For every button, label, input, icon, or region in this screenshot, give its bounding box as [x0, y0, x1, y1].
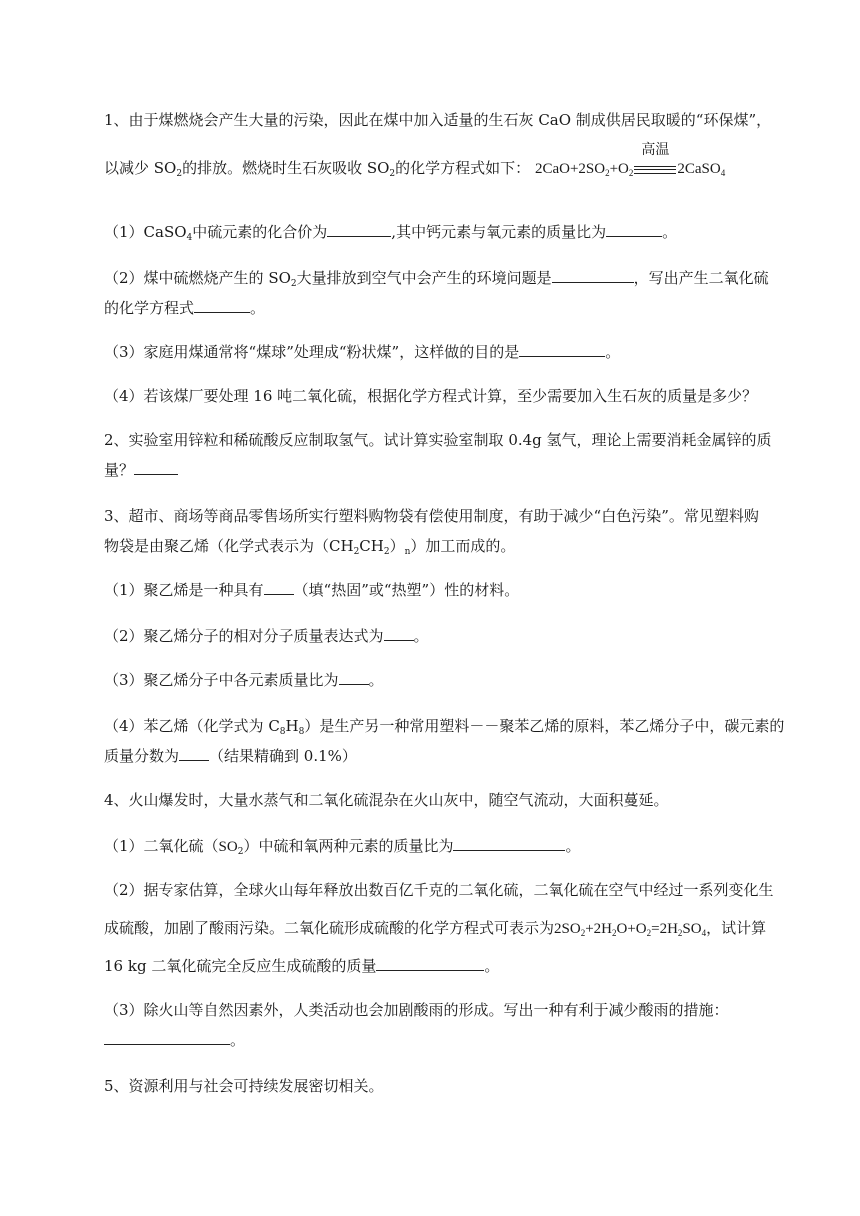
text: SO — [218, 839, 238, 855]
text: ）加工而成的。 — [410, 537, 516, 555]
q2-line1: 2、实验室用锌粒和稀硫酸反应制取氢气。试计算实验室制取 0.4g 氢气，理论上需要消耗金属锌的质 — [104, 431, 772, 449]
sub: 2 — [176, 169, 183, 179]
q5-line1: 5、资源利用与社会可持续发展密切相关。 — [104, 1077, 384, 1095]
reaction-condition — [634, 143, 676, 179]
q1-line2-a: 以减少 SO — [104, 159, 177, 177]
sub: 4 — [186, 233, 193, 243]
text: CH — [359, 537, 384, 555]
q1-part4: （4）若该煤厂要处理 16 吨二氧化硫，根据化学方程式计算，至少需要加入生石灰的质量是多少？ — [104, 387, 758, 405]
q1-part1 — [104, 222, 677, 242]
eq-right: 2CaSO — [677, 161, 721, 177]
sub: 2 — [605, 168, 610, 178]
text: +2H — [585, 921, 612, 937]
text: 。 — [565, 837, 581, 855]
q3-part2 — [104, 626, 429, 646]
sub: 2 — [290, 279, 297, 289]
answer-blank[interactable] — [264, 580, 294, 595]
q3-line1: 3、超市、商场等商品零售场所实行塑料购物袋有偿使用制度，有助于减少“白色污染”。常见塑料购 — [104, 507, 759, 525]
text: H — [285, 717, 299, 735]
text: 量？ — [104, 461, 135, 479]
text: 成硫酸，加剧了酸雨污染。二氧化硫形成硫酸的化学方程式可表示为 — [104, 919, 555, 937]
q1-line1: 1、由于煤燃烧会产生大量的污染，因此在煤中加入适量的生石灰 CaO 制成供居民取暖的“环保煤”， — [104, 111, 772, 129]
sub: 2 — [646, 928, 652, 938]
text: 大量排放到空气中会产生的环境问题是 — [296, 269, 552, 287]
answer-blank[interactable] — [134, 460, 178, 475]
text: 。 — [605, 343, 621, 361]
text: 。 — [250, 299, 266, 317]
sub: 2 — [389, 169, 396, 179]
text: ,其中钙元素与氧元素的质量比为 — [391, 223, 607, 241]
text: ，写出产生二氧化硫 — [633, 269, 769, 287]
text: ） — [389, 537, 405, 555]
text: 。 — [230, 1031, 246, 1049]
text: （3）家庭用煤通常将“煤球”处理成“粉状煤”，这样做的目的是 — [104, 343, 520, 361]
sub: 2 — [353, 547, 360, 557]
eq-left: 2CaO+2SO — [534, 161, 606, 177]
condition-label: 高温 — [641, 143, 670, 158]
answer-blank[interactable] — [194, 298, 250, 313]
text: 。 — [413, 627, 429, 645]
sub: 2 — [237, 847, 244, 857]
answer-blank[interactable] — [384, 626, 414, 641]
text: （结果精确到 0.1%） — [209, 747, 357, 765]
text: 质量分数为 — [104, 747, 180, 765]
q4-line1: 4、火山爆发时，大量水蒸气和二氧化硫混杂在火山灰中，随空气流动，大面积蔓延。 — [104, 791, 669, 809]
sub: 2 — [628, 168, 634, 178]
answer-blank[interactable] — [453, 836, 565, 851]
q4-part2-line2 — [104, 918, 766, 939]
sub: 8 — [279, 727, 286, 737]
q1-line2 — [104, 143, 726, 179]
text: SO — [682, 921, 702, 937]
sub: 4 — [701, 928, 707, 938]
sub: 4 — [720, 168, 726, 178]
answer-blank[interactable] — [104, 1030, 230, 1045]
q3-line2 — [104, 536, 515, 556]
text: ）中硫和氧两种元素的质量比为 — [243, 837, 454, 855]
q4-part2-line1: （2）据专家估算，全球火山每年释放出数百亿千克的二氧化硫，二氧化硫在空气中经过一系列变化生 — [104, 881, 774, 899]
text: ，试计算 — [706, 919, 767, 937]
answer-blank[interactable] — [606, 222, 662, 237]
q3-part4-line1 — [104, 716, 784, 736]
answer-blank[interactable] — [327, 222, 391, 237]
sub: 2 — [612, 928, 617, 938]
text: 的化学方程式 — [104, 299, 195, 317]
q2-line2 — [104, 460, 178, 480]
chemical-equation — [534, 143, 726, 178]
answer-blank[interactable] — [179, 746, 209, 761]
q1-line2-b: 的排放。燃烧时生石灰吸收 SO — [182, 159, 390, 177]
answer-blank[interactable] — [519, 342, 605, 357]
q4-part3-line1: （3）除火山等自然因素外，人类活动也会加剧酸雨的形成。写出一种有利于减少酸雨的措施： — [104, 1001, 729, 1019]
sub: 8 — [298, 727, 305, 737]
eq-plus: +O — [609, 161, 629, 177]
text: 16 kg 二氧化硫完全反应生成硫酸的质量 — [104, 957, 377, 975]
answer-blank[interactable] — [339, 670, 369, 685]
text: 。 — [484, 957, 500, 975]
text: （2）煤中硫燃烧产生的 SO — [104, 269, 291, 287]
q4-part1 — [104, 836, 581, 857]
text: （填“热固”或“热塑”）性的材料。 — [293, 581, 520, 599]
text: （2）聚乙烯分子的相对分子质量表达式为 — [104, 627, 384, 645]
equals-bars — [634, 166, 676, 174]
text: 中硫元素的化合价为 — [192, 223, 328, 241]
text: O+O — [616, 921, 647, 937]
q4-part2-line3 — [104, 956, 499, 976]
q3-part3 — [104, 670, 384, 690]
text: =2H — [651, 921, 678, 937]
text: ）是生产另一种常用塑料－－聚苯乙烯的原料，苯乙烯分子中，碳元素的 — [304, 717, 785, 735]
text: （1）CaSO — [104, 223, 187, 241]
sulfuric-acid-equation — [554, 921, 706, 937]
text: 。 — [662, 223, 678, 241]
q1-part2-line2 — [104, 298, 265, 318]
q1-part3 — [104, 342, 620, 362]
text: 物袋是由聚乙烯（化学式表示为（CH — [104, 537, 354, 555]
q3-part1 — [104, 580, 519, 600]
text: 2SO — [554, 921, 581, 937]
text: （1）聚乙烯是一种具有 — [104, 581, 264, 599]
text: （1）二氧化硫（ — [104, 837, 219, 855]
sub: 2 — [580, 928, 586, 938]
q1-line2-c: 的化学方程式如下： — [395, 159, 531, 177]
text: （4）苯乙烯（化学式为 C — [104, 717, 280, 735]
sub: n — [404, 547, 411, 557]
sub: 2 — [383, 547, 390, 557]
sub: 2 — [677, 928, 683, 938]
q3-part4-line2 — [104, 746, 357, 766]
answer-blank[interactable] — [376, 956, 484, 971]
q4-part3-line2 — [104, 1030, 245, 1050]
text: （3）聚乙烯分子中各元素质量比为 — [104, 671, 339, 689]
answer-blank[interactable] — [552, 268, 634, 283]
text: 。 — [368, 671, 384, 689]
q1-part2-line1 — [104, 268, 769, 288]
